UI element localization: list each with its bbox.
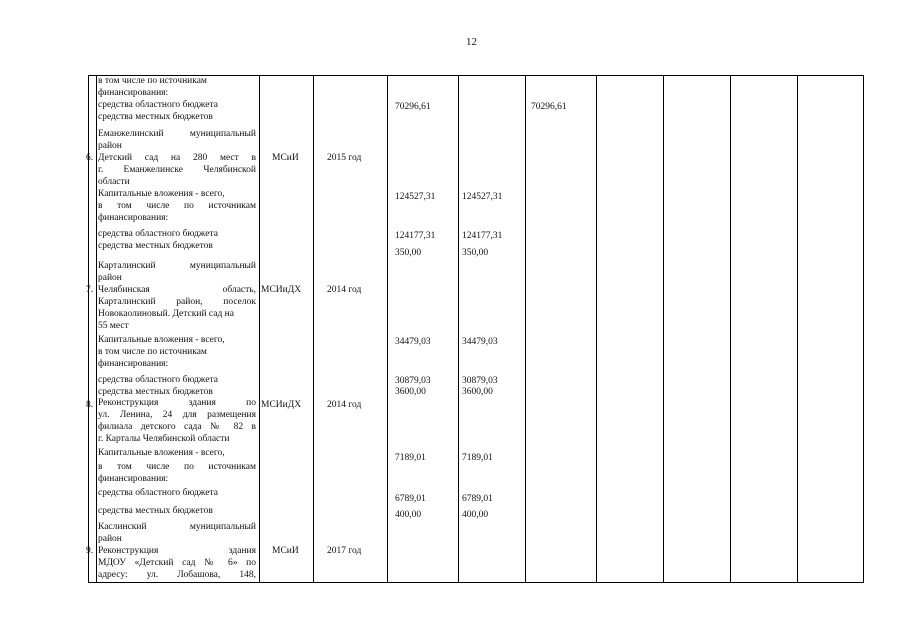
value-cell: 400,00 [462,510,489,520]
value-cell: 3600,00 [462,387,493,397]
text-line: средства местных бюджетов [98,387,213,397]
value-cell: 400,00 [395,510,422,520]
object-description: филиала детского сада № 82 в [98,422,256,432]
responsible-ministry: МСиИ [272,546,299,556]
value-cell: 6789,01 [462,494,493,504]
value-cell: 124177,31 [462,231,503,241]
year: 2017 год [327,546,362,556]
text-line: средства областного бюджета [98,229,218,239]
value-cell: 350,00 [395,248,422,258]
text-line: в том числе по источникам [98,462,256,472]
text-line: в том числе по источникам [98,347,207,357]
column-divider [458,76,459,582]
responsible-ministry: МСИиДХ [261,400,302,410]
year: 2014 год [327,400,362,410]
value-cell: 3600,00 [395,387,426,397]
text-line: средства местных бюджетов [98,112,213,122]
column-divider [313,76,314,582]
value-cell: 7189,01 [462,453,493,463]
column-divider [596,76,597,582]
value-cell: 7189,01 [395,453,426,463]
region-name: район [98,273,122,283]
object-description: МДОУ «Детский сад № 6» по [98,558,256,568]
text-line: средства областного бюджета [98,375,218,385]
text-line: Капитальные вложения - всего, [98,448,225,458]
row-number: 8. [86,400,94,410]
object-description: области [98,177,130,187]
text-line: в том числе по источникам [98,76,207,86]
value-cell: 34479,03 [395,337,431,347]
object-description: Новокаолиновый. Детский сад на [98,309,234,319]
text-line: финансирования: [98,88,169,98]
value-cell: 6789,01 [395,494,426,504]
text-line: финансирования: [98,213,169,223]
text-line: средства областного бюджета [98,488,218,498]
column-divider [387,76,388,582]
value-cell: 30879,03 [462,376,498,386]
object-description: 55 мест [98,321,129,331]
value-cell: 34479,03 [462,337,498,347]
object-description: Реконструкция здания [98,546,256,556]
object-description: Челябинская область, [98,285,256,295]
column-divider [797,76,798,582]
text-line: в том числе по источникам [98,201,256,211]
value-cell: 70296,61 [531,102,567,112]
region-name: Еманжелинский муниципальный [98,129,256,139]
text-line: средства местных бюджетов [98,506,213,516]
value-cell: 124527,31 [395,192,436,202]
column-divider [259,76,260,582]
value-cell: 124527,31 [462,192,503,202]
year: 2015 год [327,153,362,163]
value-cell: 70296,61 [395,102,431,112]
region-name: район [98,534,122,544]
value-cell: 350,00 [462,248,489,258]
year: 2014 год [327,285,362,295]
object-description: Карталинский район, поселок [98,297,256,307]
responsible-ministry: МСиИ [272,153,299,163]
program-table [88,75,864,583]
column-divider [525,76,526,582]
column-divider [96,76,97,582]
object-description: ул. Ленина, 24 для размещения [98,410,256,420]
region-name: Каслинский муниципальный [98,522,256,532]
region-name: район [98,141,122,151]
text-line: финансирования: [98,359,169,369]
text-line: финансирования: [98,474,169,484]
text-line: Капитальные вложения - всего, [98,189,225,199]
object-description: г. Карталы Челябинской области [98,434,230,444]
row-number: 6. [86,153,94,163]
object-description: Реконструкция здания по [98,398,256,408]
row-number: 9. [86,546,94,556]
responsible-ministry: МСИиДХ [261,285,302,295]
object-description: адресу: ул. Лобашова, 148, [98,570,256,580]
value-cell: 124177,31 [395,231,436,241]
object-description: Детский сад на 280 мест в [98,153,256,163]
row-number: 7. [86,285,94,295]
text-line: Капитальные вложения - всего, [98,335,225,345]
text-line: средства областного бюджета [98,100,218,110]
column-divider [663,76,664,582]
region-name: Карталинский муниципальный [98,261,256,271]
column-divider [730,76,731,582]
text-line: средства местных бюджетов [98,241,213,251]
page-number: 12 [466,36,477,48]
value-cell: 30879,03 [395,376,431,386]
object-description: г. Еманжелинске Челябинской [98,165,256,175]
